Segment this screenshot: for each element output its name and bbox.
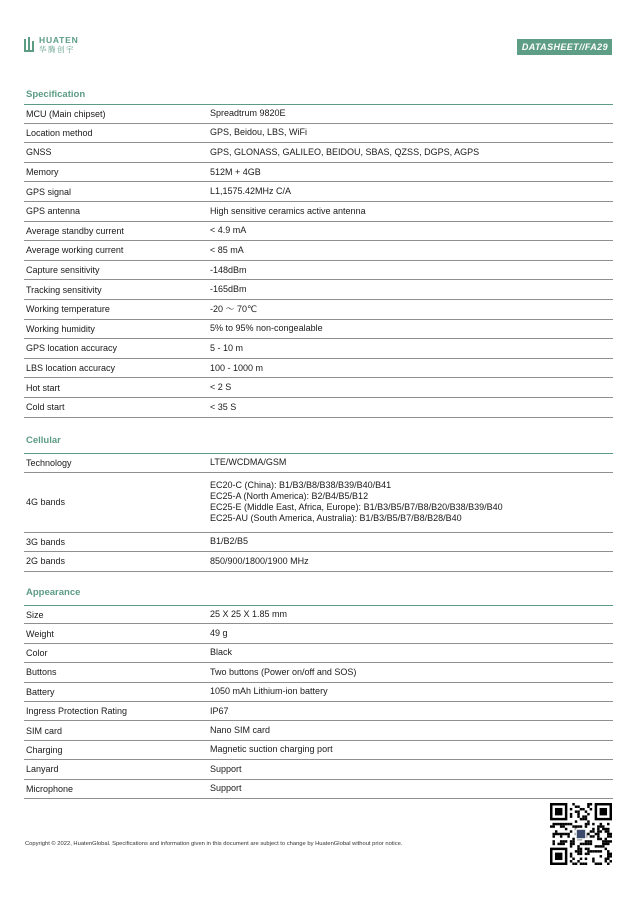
table-row [24,644,613,663]
row-value: < 2 S [210,382,232,393]
row-value: Support [210,763,242,774]
row-label: Lanyard [26,764,59,775]
table-row [24,663,613,682]
cellular-table [24,453,613,572]
row-label: Average standby current [26,225,124,236]
table-row [24,241,613,261]
table-row [24,320,613,340]
row-label: GPS location accuracy [26,343,118,354]
row-value: 512M + 4GB [210,166,261,177]
table-row [24,143,613,163]
table-row [24,104,613,124]
section-title-appearance: Appearance [26,587,81,598]
row-value: < 35 S [210,401,237,412]
table-row [24,702,613,721]
row-label: Hot start [26,382,61,393]
table-row [24,552,613,572]
row-label: Average working current [26,245,124,256]
row-value-line: EC25-AU (South America, Australia): B1/B3/B5/B7/B8/B28/B40 [210,513,462,523]
row-value: -165dBm [210,284,247,295]
section-title-specification: Specification [26,89,86,100]
table-row [24,300,613,320]
row-label: Weight [26,628,54,639]
table-row [24,124,613,144]
table-row [24,760,613,779]
row-label: SIM card [26,725,63,736]
row-value: 100 - 1000 m [210,362,264,373]
row-value: 850/900/1800/1900 MHz [210,555,309,566]
row-value: < 85 mA [210,244,244,255]
row-label: Memory [26,167,59,178]
row-value-line: EC25-E (Middle East, Africa, Europe): B1/B3/B5/B7/B8/B20/B38/B39/B40 [210,502,503,512]
specification-table [24,104,613,418]
row-value: < 4.9 mA [210,225,247,236]
table-row [24,222,613,242]
logo-text-cn: 华腾创宇 [39,44,75,54]
table-row [24,683,613,702]
row-label: Battery [26,686,55,697]
row-label: 4G bands [26,497,66,507]
row-label: Working humidity [26,323,95,334]
row-label: Buttons [26,667,57,678]
row-label: GPS signal [26,186,72,197]
row-label: Color [26,647,48,658]
row-label: Microphone [26,783,74,794]
row-value: Support [210,783,242,794]
table-row [24,533,613,553]
table-row [24,624,613,643]
row-value-line: EC20-C (China): B1/B3/B8/B38/B39/B40/B41 [210,480,392,490]
row-value: Magnetic suction charging port [210,744,333,755]
table-row [24,261,613,281]
copyright-notice: Copyright © 2022, HuatenGlobal. Specifications and information given in this document are subject to change by HuatenGlobal without prior notice. [25,841,403,847]
table-row [24,605,613,624]
row-value [210,480,613,524]
row-value: GPS, GLONASS, GALILEO, BEIDOU, SBAS, QZSS, DGPS, AGPS [210,146,480,157]
table-row [24,359,613,379]
row-label: Cold start [26,402,65,413]
row-value-line: EC25-A (North America): B2/B4/B5/B12 [210,491,369,501]
row-label: Working temperature [26,304,110,315]
row-label: 2G bands [26,556,66,567]
row-label: Capture sensitivity [26,265,100,276]
table-row [24,721,613,740]
row-value: 1050 mAh Lithium-ion battery [210,686,328,697]
row-value: Two buttons (Power on/off and SOS) [210,666,357,677]
row-label: LBS location accuracy [26,363,116,374]
table-row [24,280,613,300]
table-row [24,339,613,359]
row-value: Black [210,647,233,658]
table-row [24,163,613,183]
table-row [24,473,613,533]
row-value: 5 - 10 m [210,342,244,353]
table-row [24,780,613,799]
appearance-table [24,605,613,799]
row-label: MCU (Main chipset) [26,108,106,119]
brand-logo [24,36,79,53]
row-value: L1,1575.42MHz C/A [210,186,292,197]
row-label: Size [26,609,44,620]
table-row [24,182,613,202]
row-value: B1/B2/B5 [210,536,249,547]
qr-code-icon [550,803,612,865]
row-value: 5% to 95% non-congealable [210,323,323,334]
table-row [24,378,613,398]
row-label: Tracking sensitivity [26,284,102,295]
huaten-logo-icon [24,37,36,53]
row-label: Technology [26,457,72,468]
row-value: LTE/WCDMA/GSM [210,457,287,468]
table-row [24,741,613,760]
row-value: High sensitive ceramics active antenna [210,205,366,216]
table-row [24,453,613,473]
row-label: GPS antenna [26,206,81,217]
table-row [24,398,613,418]
row-value: -20 ～ 70℃ [210,303,258,314]
row-label: Charging [26,744,63,755]
row-value: Nano SIM card [210,725,271,736]
row-label: Ingress Protection Rating [26,706,128,717]
section-title-cellular: Cellular [26,435,61,446]
datasheet-badge: DATASHEET//FA29 [517,39,612,55]
logo-text-en: HUATEN [39,35,79,45]
row-value: GPS, Beidou, LBS, WiFi [210,127,308,138]
row-value: IP67 [210,705,229,716]
table-row [24,202,613,222]
row-label: Location method [26,127,93,138]
row-value: 49 g [210,628,228,639]
row-label: GNSS [26,147,52,158]
page-header [24,36,612,58]
row-label: 3G bands [26,536,66,547]
row-value: 25 X 25 X 1.85 mm [210,609,288,620]
row-value: Spreadtrum 9820E [210,108,286,119]
row-value: -148dBm [210,264,247,275]
